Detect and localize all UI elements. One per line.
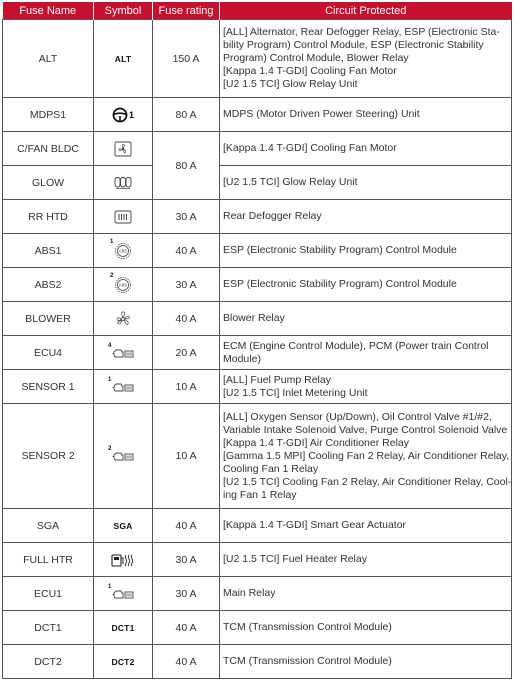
engine-sensor-icon xyxy=(108,446,134,463)
engine-ecu-icon xyxy=(108,583,134,601)
fuse-rating-cell: 30 A xyxy=(153,268,220,302)
circuit-line: ESP (Electronic Stability Program) Control Module xyxy=(223,244,457,256)
fuse-rating-cell: 40 A xyxy=(153,645,220,679)
fuse-rating-cell: 150 A xyxy=(153,20,220,98)
circuit-line: [Kappa 1.4 T-GDI] Smart Gear Actuator xyxy=(223,519,407,531)
fuse-name-cell: ECU4 xyxy=(3,336,94,370)
symbol-cell xyxy=(94,509,153,543)
fuse-name-cell: DCT1 xyxy=(3,611,94,645)
table-row xyxy=(3,577,512,611)
fuse-rating-cell: 40 A xyxy=(153,234,220,268)
table-row xyxy=(3,645,512,679)
fuse-name-cell: SGA xyxy=(3,509,94,543)
circuit-line: Variable Intake Solenoid Valve, Purge Control Solenoid Valve xyxy=(223,423,508,436)
header-circuit-protected: Circuit Protected xyxy=(220,2,512,20)
fuse-rating-cell: 80 A xyxy=(153,132,220,200)
table-row xyxy=(3,336,512,370)
circuit-line: Main Relay xyxy=(223,587,276,599)
circuit-line: Cooling Fan 1 Relay xyxy=(223,462,319,475)
symbol-cell xyxy=(94,234,153,268)
header-fuse-name: Fuse Name xyxy=(3,2,94,20)
table-row xyxy=(3,234,512,268)
circuit-line: [U2 1.5 TCI] Inlet Metering Unit xyxy=(223,386,368,399)
symbol-cell xyxy=(94,577,153,611)
table-header-row xyxy=(3,2,512,20)
fuse-rating-cell: 40 A xyxy=(153,611,220,645)
circuit-protected-cell xyxy=(220,200,512,234)
fuse-rating-cell: 40 A xyxy=(153,509,220,543)
symbol-cell xyxy=(94,370,153,404)
circuit-protected-cell xyxy=(220,132,512,166)
circuit-line: [Gamma 1.5 MPI] Cooling Fan 2 Relay, Air Conditioner Relay, xyxy=(223,449,510,462)
fuse-name-cell: ALT xyxy=(3,20,94,98)
fuse-table-body xyxy=(3,20,512,679)
circuit-protected-cell xyxy=(220,234,512,268)
circuit-protected-cell xyxy=(220,370,512,404)
table-row xyxy=(3,200,512,234)
fuse-name-cell: DCT2 xyxy=(3,645,94,679)
circuit-line: Blower Relay xyxy=(223,312,285,324)
fuse-name-cell: GLOW xyxy=(3,166,94,200)
circuit-protected-cell xyxy=(220,336,512,370)
circuit-line: [ALL] Oxygen Sensor (Up/Down), Oil Control Valve #1/#2, xyxy=(223,410,492,423)
circuit-protected-cell xyxy=(220,404,512,509)
circuit-protected-cell xyxy=(220,509,512,543)
fuse-name-cell: SENSOR 2 xyxy=(3,404,94,509)
symbol-cell xyxy=(94,166,153,200)
blower-fan-icon xyxy=(114,310,132,328)
symbol-superscript: 4 xyxy=(108,342,112,349)
abs-icon xyxy=(110,238,132,260)
circuit-line: MDPS (Motor Driven Power Steering) Unit xyxy=(223,108,420,120)
circuit-protected-cell xyxy=(220,302,512,336)
symbol-superscript: 1 xyxy=(110,238,114,245)
circuit-line: [U2 1.5 TCI] Fuel Heater Relay xyxy=(223,553,367,565)
table-row xyxy=(3,509,512,543)
table-row xyxy=(3,404,512,509)
cooling-fan-icon xyxy=(114,141,132,157)
table-row xyxy=(3,268,512,302)
symbol-cell xyxy=(94,543,153,577)
circuit-line: ECM (Engine Control Module), PCM (Power train Control xyxy=(223,339,489,352)
header-symbol: Symbol xyxy=(94,2,153,20)
circuit-line: [Kappa 1.4 T-GDI] Air Conditioner Relay xyxy=(223,436,409,449)
fuse-name-cell: ABS2 xyxy=(3,268,94,302)
symbol-superscript: 2 xyxy=(110,272,114,279)
fuse-name-cell: FULL HTR xyxy=(3,543,94,577)
circuit-line: ESP (Electronic Stability Program) Control Module xyxy=(223,278,457,290)
fuse-name-cell: ABS1 xyxy=(3,234,94,268)
table-row xyxy=(3,370,512,404)
table-row xyxy=(3,132,512,166)
fuel-heater-icon xyxy=(111,553,135,567)
symbol-cell xyxy=(94,404,153,509)
symbol-cell xyxy=(94,611,153,645)
table-row xyxy=(3,98,512,132)
symbol-cell xyxy=(94,302,153,336)
fuse-name-cell: RR HTD xyxy=(3,200,94,234)
symbol-cell xyxy=(94,336,153,370)
symbol-cell xyxy=(94,268,153,302)
circuit-line: ing Fan 1 Relay xyxy=(223,488,297,501)
steering-wheel-icon xyxy=(112,107,134,123)
symbol-superscript: 1 xyxy=(128,109,134,120)
circuit-protected-cell xyxy=(220,611,512,645)
rear-defogger-icon xyxy=(114,210,132,224)
table-row xyxy=(3,611,512,645)
circuit-protected-cell xyxy=(220,543,512,577)
fuse-table xyxy=(2,2,512,679)
circuit-protected-cell xyxy=(220,645,512,679)
circuit-line: Rear Defogger Relay xyxy=(223,210,322,222)
fuse-name-cell: SENSOR 1 xyxy=(3,370,94,404)
circuit-line: [U2 1.5 TCI] Glow Relay Unit xyxy=(223,78,358,90)
fuse-rating-cell: 30 A xyxy=(153,543,220,577)
circuit-protected-cell xyxy=(220,577,512,611)
engine-ecu-icon xyxy=(108,342,134,360)
circuit-protected-cell xyxy=(220,166,512,200)
glow-plug-icon xyxy=(113,176,133,190)
fuse-rating-cell: 20 A xyxy=(153,336,220,370)
fuse-rating-cell: 40 A xyxy=(153,302,220,336)
fuse-rating-cell: 30 A xyxy=(153,577,220,611)
table-row xyxy=(3,543,512,577)
fuse-rating-cell: 80 A xyxy=(153,98,220,132)
alt-text-icon: ALT xyxy=(114,53,132,64)
circuit-protected-cell xyxy=(220,98,512,132)
svg-text:ABS: ABS xyxy=(118,248,128,254)
fuse-rating-cell: 10 A xyxy=(153,404,220,509)
symbol-cell xyxy=(94,98,153,132)
engine-sensor-icon xyxy=(108,376,134,394)
abs-icon xyxy=(110,272,132,294)
circuit-line: TCM (Transmission Control Module) xyxy=(223,655,392,667)
fuse-rating-cell: 10 A xyxy=(153,370,220,404)
symbol-superscript: 1 xyxy=(108,376,112,383)
circuit-protected-cell xyxy=(220,20,512,98)
circuit-line: [U2 1.5 TCI] Glow Relay Unit xyxy=(223,176,358,188)
symbol-superscript: 1 xyxy=(108,583,112,590)
circuit-protected-cell xyxy=(220,268,512,302)
dct1-text-icon: DCT1 xyxy=(111,622,135,633)
circuit-line: [ALL] Alternator, Rear Defogger Relay, ESP (Electronic Sta- xyxy=(223,26,500,38)
symbol-cell xyxy=(94,20,153,98)
fuse-name-cell: C/FAN BLDC xyxy=(3,132,94,166)
table-row xyxy=(3,20,512,98)
sga-text-icon: SGA xyxy=(113,520,133,531)
fuse-name-cell: ECU1 xyxy=(3,577,94,611)
fuse-rating-cell: 30 A xyxy=(153,200,220,234)
circuit-line: Program) Control Module, Blower Relay xyxy=(223,52,409,64)
svg-text:ABS: ABS xyxy=(118,282,128,288)
fuse-name-cell: MDPS1 xyxy=(3,98,94,132)
header-fuse-rating: Fuse rating xyxy=(153,2,220,20)
table-row xyxy=(3,166,512,200)
circuit-line: Module) xyxy=(223,352,261,365)
circuit-line: [U2 1.5 TCI] Cooling Fan 2 Relay, Air Conditioner Relay, Cool- xyxy=(223,475,512,488)
circuit-line: bility Program) Control Module, ESP (Electronic Stability xyxy=(223,39,484,51)
circuit-line: [ALL] Fuel Pump Relay xyxy=(223,373,331,386)
symbol-cell xyxy=(94,132,153,166)
circuit-line: TCM (Transmission Control Module) xyxy=(223,621,392,633)
symbol-superscript: 2 xyxy=(108,446,112,452)
circuit-line: [Kappa 1.4 T-GDI] Cooling Fan Motor xyxy=(223,142,397,154)
table-row xyxy=(3,302,512,336)
dct2-text-icon: DCT2 xyxy=(111,656,135,667)
circuit-line: [Kappa 1.4 T-GDI] Cooling Fan Motor xyxy=(223,65,397,77)
symbol-cell xyxy=(94,200,153,234)
symbol-cell xyxy=(94,645,153,679)
fuse-name-cell: BLOWER xyxy=(3,302,94,336)
